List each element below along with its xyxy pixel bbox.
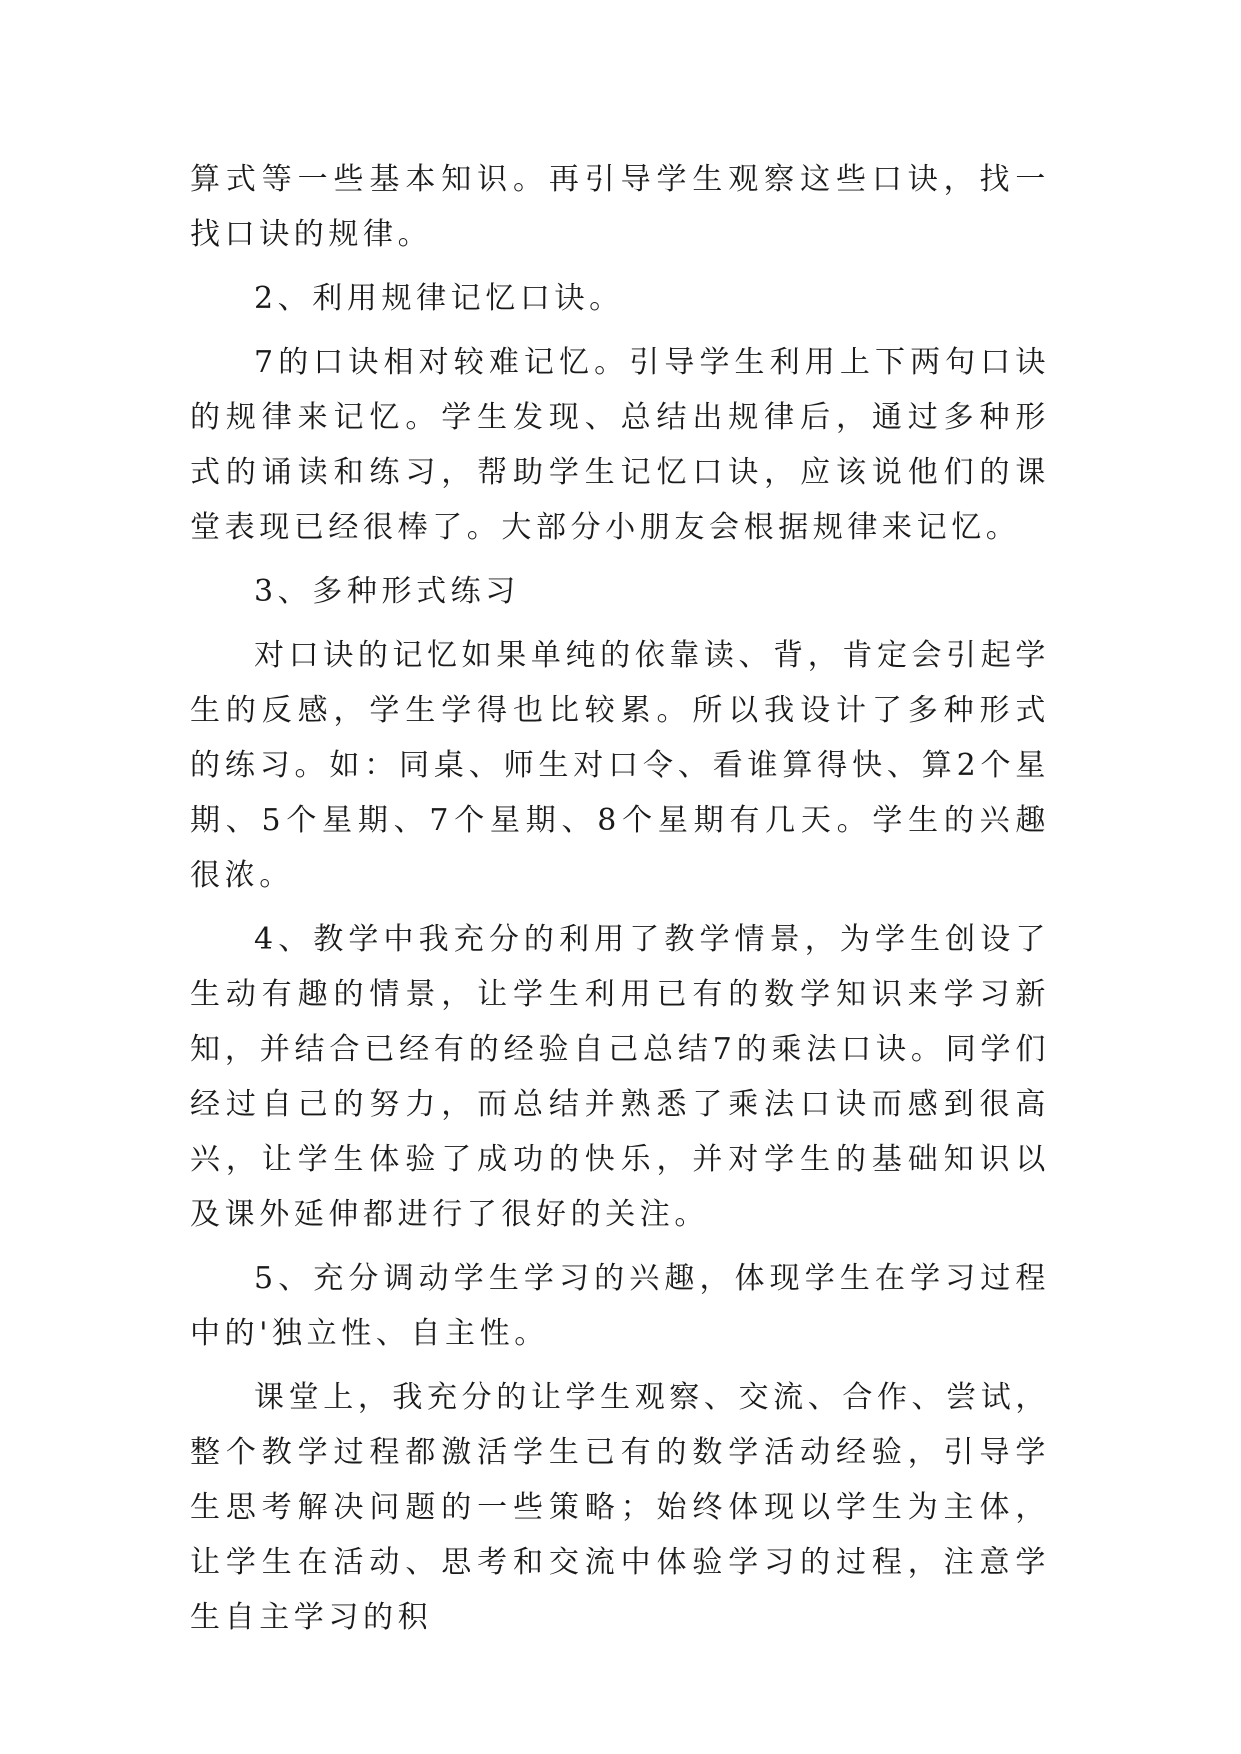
paragraph-5: 对口诀的记忆如果单纯的依靠读、背，肯定会引起学生的反感，学生学得也比较累。所以我设计了多种形式的练习。如：同桌、师生对口令、看谁算得快、算2个星期、5个星期、7个星期、8个星期有几天。学生的兴趣很浓。 (190, 638, 1050, 893)
paragraph-6: 4、教学中我充分的利用了教学情景，为学生创设了生动有趣的情景，让学生利用已有的数学知识来学习新知，并结合已经有的经验自己总结7的乘法口诀。同学们经过自己的努力，而总结并熟悉了乘法口诀而感到很高兴，让学生体验了成功的快乐，并对学生的基础知识以及课外延伸都进行了很好的关注。 (190, 922, 1050, 1232)
paragraph-3: 7的口诀相对较难记忆。引导学生利用上下两句口诀的规律来记忆。学生发现、总结出规律后，通过多种形式的诵读和练习，帮助学生记忆口诀，应该说他们的课堂表现已经很棒了。大部分小朋友会根据规律来记忆。 (190, 345, 1050, 545)
paragraph-8: 课堂上，我充分的让学生观察、交流、合作、尝试，整个教学过程都激活学生已有的数学活动经验，引导学生思考解决问题的一些策略；始终体现以学生为主体，让学生在活动、思考和交流中体验学习的过程，注意学生自主学习的积 (190, 1380, 1050, 1635)
paragraph-1: 算式等一些基本知识。再引导学生观察这些口诀，找一找口诀的规律。 (190, 162, 1050, 252)
paragraph-7: 5、充分调动学生学习的兴趣，体现学生在学习过程中的'独立性、自主性。 (190, 1261, 1050, 1351)
document-page (190, 152, 1050, 1645)
paragraph-2: 2、利用规律记忆口诀。 (254, 281, 624, 316)
paragraph-4: 3、多种形式练习 (254, 574, 520, 609)
